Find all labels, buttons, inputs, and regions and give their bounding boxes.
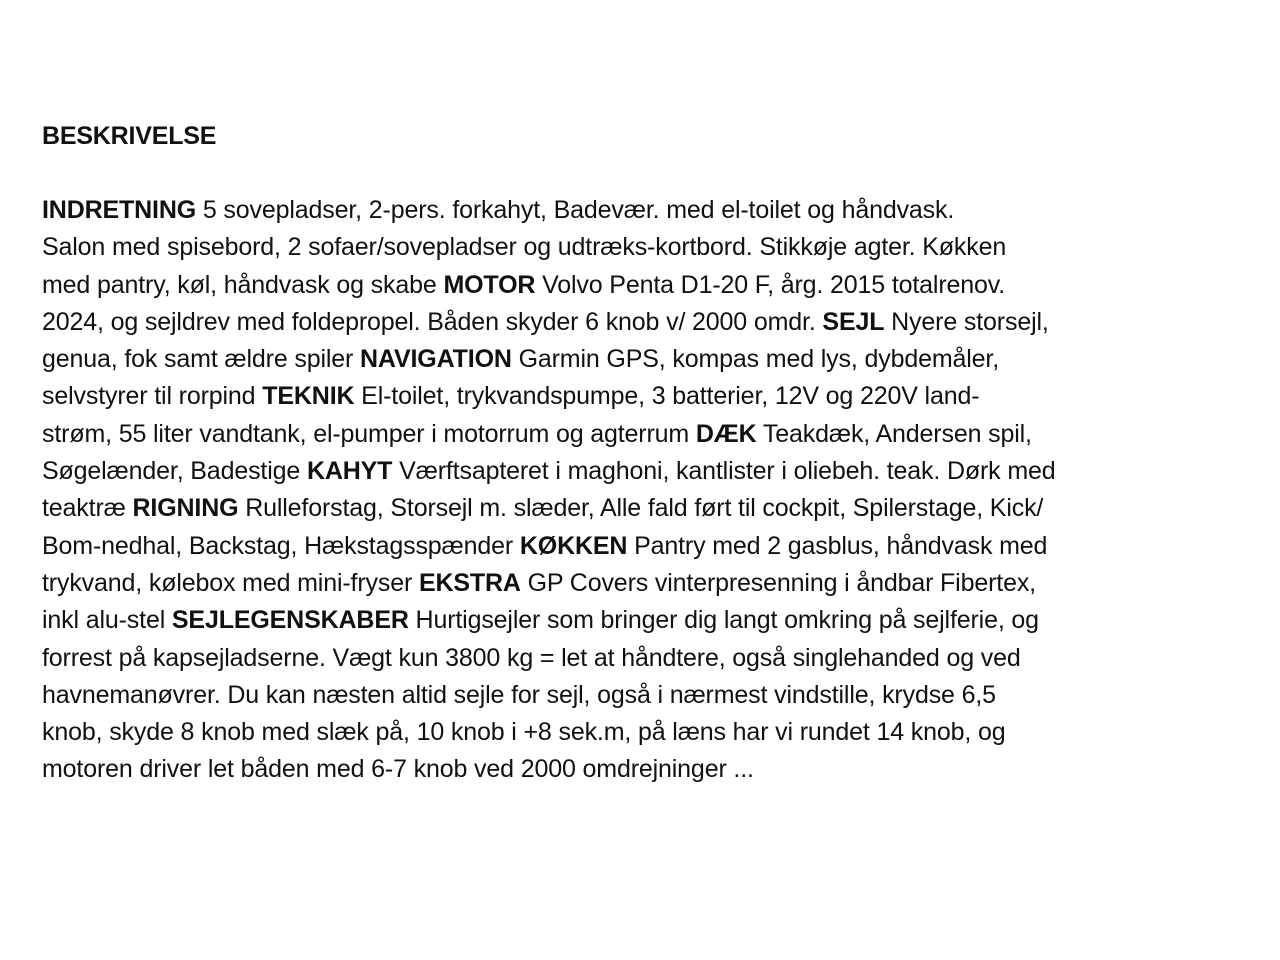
description-line xyxy=(42,341,1242,378)
description-segment: inkl alu-stel xyxy=(42,606,172,635)
keyword-label: SEJL xyxy=(822,307,885,336)
description-segment: Nyere storsejl, xyxy=(884,307,1049,336)
description-segment: 2024, og sejldrev med foldepropel. Båden skyder 6 knob v/ 2000 omdr. xyxy=(42,307,823,336)
description-segment: Hurtigsejler som bringer dig langt omkring på sejlferie, og xyxy=(408,606,1039,635)
description-segment: El-toilet, trykvandspumpe, 3 batterier, 12V og 220V land- xyxy=(354,382,980,411)
keyword-label: SEJLEGENSKABER xyxy=(171,606,409,635)
description-line xyxy=(42,304,1242,341)
description-segment: trykvand, kølebox med mini-fryser xyxy=(42,568,419,597)
description-segment: Værftsapteret i maghoni, kantlister i oliebeh. teak. Dørk med xyxy=(392,457,1056,486)
description-line xyxy=(42,677,1242,714)
description-segment: knob, skyde 8 knob med slæk på, 10 knob i +8 sek.m, på læns har vi rundet 14 knob, og xyxy=(42,718,1006,747)
description-segment: strøm, 55 liter vandtank, el-pumper i motorrum og agterrum xyxy=(42,419,696,448)
keyword-label: TEKNIK xyxy=(262,382,355,411)
description-segment: med pantry, køl, håndvask og skabe xyxy=(42,270,444,299)
keyword-label: EKSTRA xyxy=(418,568,521,597)
description-segment: Rulleforstag, Storsejl m. slæder, Alle fald ført til cockpit, Spilerstage, Kick/ xyxy=(238,494,1044,523)
description-segment: Søgelænder, Badestige xyxy=(42,457,307,486)
description-segment: Teakdæk, Andersen spil, xyxy=(756,419,1032,448)
description-line xyxy=(42,267,1242,304)
description-line xyxy=(42,490,1242,527)
description-line xyxy=(42,714,1242,751)
description-text xyxy=(42,192,1242,789)
description-line xyxy=(42,602,1242,639)
description-line xyxy=(42,565,1242,602)
description-segment: havnemanøvrer. Du kan næsten altid sejle for sejl, også i nærmest vindstille, krydse 6,5 xyxy=(42,680,996,709)
description-line xyxy=(42,453,1242,490)
description-line xyxy=(42,640,1242,677)
keyword-label: KØKKEN xyxy=(519,531,628,560)
keyword-label: KAHYT xyxy=(306,457,393,486)
description-segment: Salon med spisebord, 2 sofaer/sovepladser og udtræks-kortbord. Stikkøje agter. Køkken xyxy=(42,233,1007,262)
description-line xyxy=(42,378,1242,415)
keyword-label: MOTOR xyxy=(443,270,536,299)
description-segment: motoren driver let båden med 6-7 knob ved 2000 omdrejninger ... xyxy=(42,755,754,784)
description-line xyxy=(42,416,1242,453)
description-line xyxy=(42,229,1242,266)
description-segment: selvstyrer til rorpind xyxy=(42,382,263,411)
keyword-label: NAVIGATION xyxy=(360,345,512,374)
document-page xyxy=(42,118,1242,789)
description-segment: teaktræ xyxy=(42,494,133,523)
description-segment: Volvo Penta D1-20 F, årg. 2015 totalrenov. xyxy=(535,270,1006,299)
description-segment: GP Covers vinterpresenning i åndbar Fibertex, xyxy=(520,568,1036,597)
keyword-label: INDRETNING xyxy=(42,196,197,224)
description-segment: 5 sovepladser, 2-pers. forkahyt, Badevær. med el-toilet og håndvask. xyxy=(196,196,955,224)
keyword-label: RIGNING xyxy=(132,494,239,523)
description-segment: Garmin GPS, kompas med lys, dybdemåler, xyxy=(511,345,1000,374)
description-segment: genua, fok samt ældre spiler xyxy=(42,345,361,374)
description-segment: Bom-nedhal, Backstag, Hækstagsspænder xyxy=(42,531,520,560)
description-line xyxy=(42,751,1242,788)
description-line xyxy=(42,192,1242,229)
description-line xyxy=(42,528,1242,565)
keyword-label: DÆK xyxy=(695,419,757,448)
description-segment: Pantry med 2 gasblus, håndvask med xyxy=(627,531,1048,560)
section-heading: BESKRIVELSE xyxy=(42,122,217,150)
description-segment: forrest på kapsejladserne. Vægt kun 3800 kg = let at håndtere, også singlehanded og ved xyxy=(42,643,1021,672)
